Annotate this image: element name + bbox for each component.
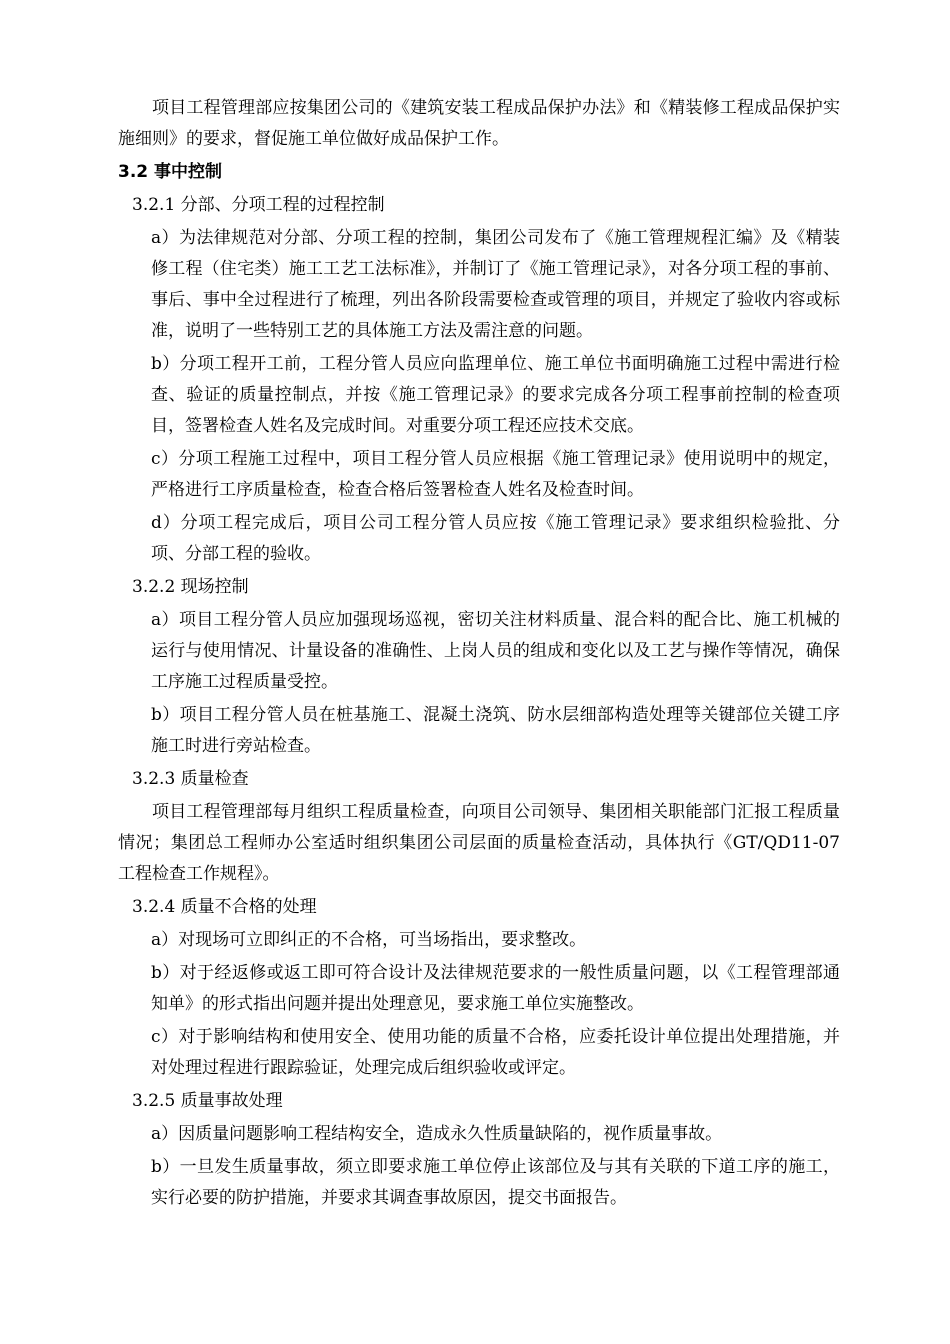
- list-item: c）对于影响结构和使用安全、使用功能的质量不合格，应委托设计单位提出处理措施，并对处理过程进行跟踪验证，处理完成后组织验收或评定。: [151, 1027, 840, 1078]
- list-item: b）一旦发生质量事故，须立即要求施工单位停止该部位及与其有关联的下道工序的施工，实行必要的防护措施，并要求其调查事故原因，提交书面报告。: [151, 1157, 840, 1208]
- subsection-heading-3-2-2: 3.2.2 现场控制: [132, 577, 249, 597]
- subsection-heading-3-2-3: 3.2.3 质量检查: [132, 769, 249, 789]
- list-item: a）因质量问题影响工程结构安全，造成永久性质量缺陷的，视作质量事故。: [151, 1124, 723, 1144]
- list-item: b）项目工程分管人员在桩基施工、混凝土浇筑、防水层细部构造处理等关键部位关键工序施工时进行旁站检查。: [151, 705, 840, 756]
- list-item: c）分项工程施工过程中，项目工程分管人员应根据《施工管理记录》使用说明中的规定，严格进行工序质量检查，检查合格后签署检查人姓名及检查时间。: [151, 449, 840, 500]
- subsection-heading-3-2-1: 3.2.1 分部、分项工程的过程控制: [132, 195, 385, 215]
- list-item: b）分项工程开工前，工程分管人员应向监理单位、施工单位书面明确施工过程中需进行检查、验证的质量控制点，并按《施工管理记录》的要求完成各分项工程事前控制的检查项目，签署检查人姓名及完成时间。对重要分项工程还应技术交底。: [151, 354, 840, 436]
- section-heading-3-2: 3.2 事中控制: [118, 162, 223, 182]
- list-item: a）为法律规范对分部、分项工程的控制，集团公司发布了《施工管理规程汇编》及《精装修工程（住宅类）施工工艺工法标准》，并制订了《施工管理记录》，对各分项工程的事前、事后、事中全过程进行了梳理，列出各阶段需要检查或管理的项目，并规定了验收内容或标准，说明了一些特别工艺的具体施工方法及需注意的问题。: [151, 228, 840, 341]
- intro-paragraph: 项目工程管理部应按集团公司的《建筑安装工程成品保护办法》和《精装修工程成品保护实施细则》的要求，督促施工单位做好成品保护工作。: [118, 98, 840, 149]
- quality-check-paragraph: 项目工程管理部每月组织工程质量检查，向项目公司领导、集团相关职能部门汇报工程质量情况；集团总工程师办公室适时组织集团公司层面的质量检查活动，具体执行《GT/QD11-07 工程检查工作规程》。: [118, 802, 840, 884]
- list-item: a）对现场可立即纠正的不合格，可当场指出，要求整改。: [151, 930, 587, 950]
- list-item: b）对于经返修或返工即可符合设计及法律规范要求的一般性质量问题，以《工程管理部通知单》的形式指出问题并提出处理意见，要求施工单位实施整改。: [151, 963, 840, 1014]
- list-item: d）分项工程完成后，项目公司工程分管人员应按《施工管理记录》要求组织检验批、分项、分部工程的验收。: [151, 513, 840, 564]
- subsection-heading-3-2-4: 3.2.4 质量不合格的处理: [132, 897, 317, 917]
- list-item: a）项目工程分管人员应加强现场巡视，密切关注材料质量、混合料的配合比、施工机械的运行与使用情况、计量设备的准确性、上岗人员的组成和变化以及工艺与操作等情况，确保工序施工过程质量受控。: [151, 610, 840, 692]
- document-body: [118, 93, 840, 1216]
- subsection-heading-3-2-5: 3.2.5 质量事故处理: [132, 1091, 283, 1111]
